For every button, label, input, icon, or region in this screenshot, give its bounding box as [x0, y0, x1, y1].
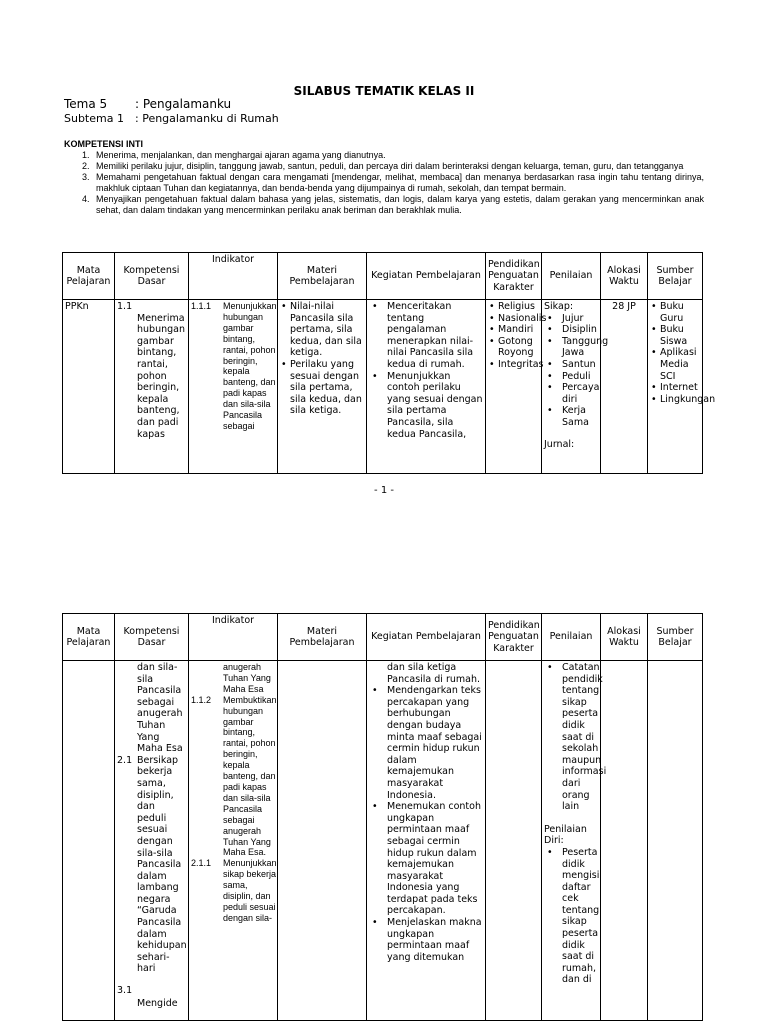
header-kompetensi-dasar: Kompetensi Dasar — [115, 614, 189, 661]
cell-kompetensi-dasar — [115, 661, 189, 1021]
kompetensi-inti-list — [64, 150, 704, 216]
kegiatan-item: • Mendengarkan teks percakapan yang berhubungan dengan budaya minta maaf sebagai cermin hidup rukun dalam kemajemukan masyarakat Indonesia. — [369, 685, 483, 801]
subtema-label: Subtema 1 — [64, 112, 124, 125]
penilaian-item: • Peduli — [544, 371, 598, 383]
cell-sumber — [648, 300, 716, 474]
tema-value: : Pengalamanku — [135, 97, 232, 111]
cell-materi — [278, 661, 367, 1021]
indikator-text: anugerah Tuhan Yang Maha Esa — [223, 662, 271, 694]
cell-penilaian — [542, 661, 607, 1021]
kegiatan-list — [369, 301, 483, 440]
kompetensi-inti-heading: KOMPETENSI INTI — [64, 139, 144, 149]
header-materi: Materi Pembelajaran — [278, 253, 367, 300]
syllabus-table-page-2 — [62, 613, 703, 1021]
sumber-item: • Buku Siswa — [650, 324, 700, 347]
cell-kegiatan — [367, 661, 486, 1021]
materi-list — [280, 301, 364, 417]
karakter-item: • Religius — [488, 301, 539, 313]
penilaian-item: • Jujur — [544, 313, 598, 325]
penilaian-item: • Tanggung Jawa — [544, 336, 598, 359]
kd-text: Mengide — [137, 997, 178, 1009]
kd-number: 3.1 — [117, 985, 133, 997]
cell-alokasi: 28 JP — [601, 300, 648, 474]
penilaian-list — [544, 662, 607, 813]
materi-item: • Nilai-nilai Pancasila sila pertama, sila kedua, dan sila ketiga. — [280, 301, 364, 359]
header-pendidikan-karakter: Pendidikan Penguatan Karakter — [486, 253, 542, 300]
penilaian-list — [544, 847, 598, 986]
kd-number: 1.1 — [117, 301, 133, 312]
header-mapel: Mata Pelajaran — [63, 614, 115, 661]
header-indikator: Indikator — [189, 614, 278, 661]
cell-indikator — [189, 661, 278, 1021]
kegiatan-item: • Menceritakan tentang pengalaman menerapkan nilai-nilai Pancasila sila kedua di rumah. — [369, 301, 483, 371]
ki-item-number: 4. — [82, 194, 90, 204]
header-penilaian: Penilaian — [542, 253, 601, 300]
penilaian-item: • Catatan pendidik tentang sikap peserta didik saat di sekolah maupun informasi dari orang lain — [544, 662, 598, 813]
kegiatan-item: • Menjelaskan makna ungkapan permintaan maaf yang ditemukan — [369, 917, 483, 963]
table-header-row — [63, 253, 703, 300]
cell-mapel — [63, 661, 115, 1021]
header-pendidikan-karakter: Pendidikan Penguatan Karakter — [486, 614, 542, 661]
header-sumber: Sumber Belajar — [648, 614, 703, 661]
ki-item — [64, 150, 704, 161]
header-kegiatan: Kegiatan Pembelajaran — [367, 614, 486, 661]
ki-item-number: 2. — [82, 161, 90, 171]
subtema-line — [64, 112, 279, 125]
page-number: - 1 - — [374, 485, 394, 496]
karakter-list — [488, 301, 547, 371]
indikator-item — [191, 695, 275, 859]
header-kompetensi-dasar: Kompetensi Dasar — [115, 253, 189, 300]
kd-text: Menerima hubungan gambar bintang, rantai, pohon beringin, kepala banteng, dan padi kapas — [137, 312, 185, 440]
document-title: SILABUS TEMATIK KELAS II — [293, 84, 475, 98]
ki-item-text: Menyajikan pengetahuan faktual dalam bahasa yang jelas, sistematis, dan logis, dalam karya yang estetis, dalam gerakan yang mencerminkan anak sehat, dan dalam tindakan yang mencerminkan perilaku anak beriman dan berakhlak mulia. — [96, 194, 704, 215]
table-row — [63, 661, 703, 1021]
penilaian-item: • Santun — [544, 359, 598, 371]
penilaian-item: • Kerja Sama — [544, 405, 598, 428]
cell-penilaian — [542, 300, 609, 474]
cell-kegiatan — [367, 300, 486, 474]
cell-kompetensi-dasar — [115, 300, 189, 474]
kd-text: Bersikap bekerja sama, disiplin, dan peduli sesuai dengan sila-sila Pancasila dalam lambang negara “Garuda Pancasila dalam kehidupan sehari-hari — [137, 754, 187, 975]
subtema-value: : Pengalamanku di Rumah — [135, 112, 279, 125]
indikator-number: 2.1.1 — [191, 858, 212, 869]
karakter-item: • Integritas — [488, 359, 539, 371]
header-kegiatan: Kegiatan Pembelajaran — [367, 253, 486, 300]
indikator-number: 1.1.1 — [191, 301, 212, 311]
header-sumber: Sumber Belajar — [648, 253, 703, 300]
kegiatan-text: dan sila ketiga Pancasila di rumah. — [387, 662, 480, 685]
penilaian-heading: Sikap: — [544, 301, 574, 312]
table-header-row — [63, 614, 703, 661]
penilaian-item: • Peserta didik mengisi daftar cek tentang sikap peserta didik saat di rumah, dan di — [544, 847, 598, 986]
indikator-number: 1.1.2 — [191, 694, 212, 705]
sumber-item: • Buku Guru — [650, 301, 700, 324]
indikator-item — [191, 858, 275, 923]
ki-item-number: 3. — [82, 172, 90, 182]
penilaian-heading: Penilaian Diri: — [544, 823, 587, 847]
kegiatan-list — [369, 685, 483, 963]
header-penilaian: Penilaian — [542, 614, 601, 661]
indikator-text: Menunjukkan sikap bekerja sama, disiplin, dan peduli sesuai dengan sila- — [223, 858, 277, 923]
sumber-item: • Internet — [650, 382, 700, 394]
header-alokasi: Alokasi Waktu — [601, 614, 648, 661]
ki-item — [64, 161, 704, 172]
header-mapel: Mata Pelajaran — [63, 253, 115, 300]
penilaian-item: • Percaya diri — [544, 382, 598, 405]
ki-item-text: Memiliki perilaku jujur, disiplin, tanggung jawab, santun, peduli, dan percaya diri dalam berinteraksi dengan keluarga, teman, guru, dan tetangganya — [96, 161, 684, 171]
cell-materi — [278, 300, 367, 474]
cell-pendidikan-karakter — [486, 661, 542, 1021]
sumber-list — [650, 301, 716, 405]
sumber-item: • Aplikasi Media SCI — [650, 347, 700, 382]
ki-item — [64, 194, 704, 216]
kegiatan-item: • Menunjukkan contoh perilaku yang sesuai dengan sila pertama Pancasila, sila kedua Pancasila, — [369, 371, 483, 441]
cell-mapel: PPKn — [63, 300, 115, 474]
table-row — [63, 300, 703, 474]
materi-item: • Perilaku yang sesuai dengan sila pertama, sila kedua, dan sila ketiga. — [280, 359, 364, 417]
cell-alokasi — [601, 661, 648, 1021]
kd-text: dan sila-sila Pancasila sebagai anugerah Tuhan Yang Maha Esa — [137, 662, 183, 755]
kegiatan-item: • Menemukan contoh ungkapan permintaan maaf sebagai cermin hidup rukun dalam kemajemukan masyarakat Indonesia yang terdapat pada teks percakapan. — [369, 801, 483, 917]
ki-item-number: 1. — [82, 150, 90, 160]
ki-item-text: Memahami pengetahuan faktual dengan cara mengamati [mendengar, melihat, membaca] dan menanya berdasarkan rasa ingin tahu tentang dirinya, makhluk ciptaan Tuhan dan kegiatannya, dan benda-benda yang dijumpainya di rumah, sekolah, dan tempat bermain. — [96, 172, 704, 193]
kd-number: 2.1 — [117, 754, 133, 766]
syllabus-table-page-1 — [62, 252, 716, 474]
indikator-item — [191, 301, 275, 432]
karakter-item: • Nasionalis — [488, 313, 539, 325]
cell-sumber — [648, 661, 703, 1021]
penilaian-list — [544, 312, 609, 429]
indikator-text: Menunjukkan hubungan gambar bintang, rantai, pohon beringin, kepala banteng, dan padi kapas dan sila-sila Pancasila sebagai — [223, 301, 277, 431]
indikator-text: Membuktikan hubungan gambar bintang, rantai, pohon beringin, kepala banteng, dan padi kapas dan sila-sila Pancasila sebagai anugerah Tuhan Yang Maha Esa. — [223, 694, 277, 858]
ki-item-text: Menerima, menjalankan, dan menghargai ajaran agama yang dianutnya. — [96, 150, 386, 160]
tema-line — [64, 97, 231, 111]
header-materi: Materi Pembelajaran — [278, 614, 367, 661]
header-alokasi: Alokasi Waktu — [601, 253, 648, 300]
cell-pendidikan-karakter — [486, 300, 547, 474]
karakter-item: • Mandiri — [488, 324, 539, 336]
karakter-item: • Gotong Royong — [488, 336, 539, 359]
tema-label: Tema 5 — [64, 97, 108, 111]
sumber-item: • Lingkungan — [650, 394, 700, 406]
header-indikator: Indikator — [189, 253, 278, 300]
ki-item — [64, 172, 704, 194]
penilaian-item: • Disiplin — [544, 324, 598, 336]
penilaian-jurnal: Jurnal: — [544, 438, 575, 450]
kd-item — [117, 755, 186, 975]
cell-indikator — [189, 300, 278, 474]
